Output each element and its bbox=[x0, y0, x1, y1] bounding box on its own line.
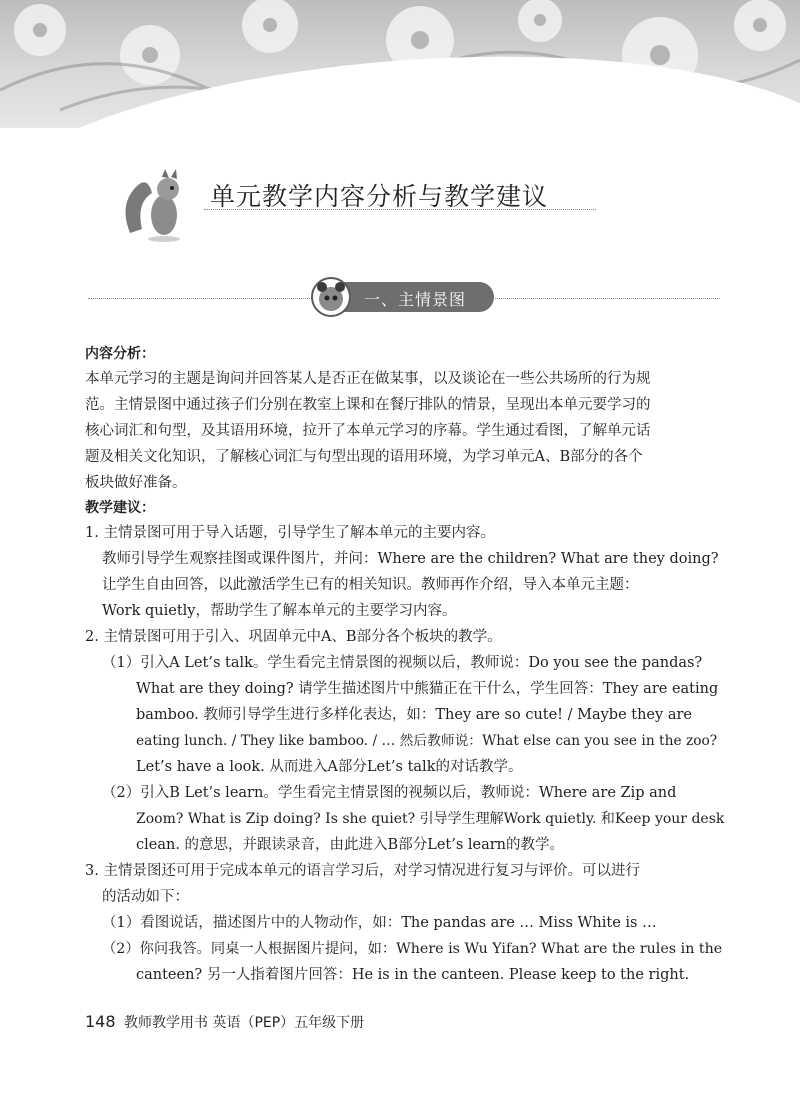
analysis-line: 范。主情景图中通过孩子们分别在教室上课和在餐厅排队的情景，呈现出本单元要学习的 bbox=[85, 397, 651, 413]
analysis-line: 板块做好准备。 bbox=[85, 475, 187, 491]
suggestion-line: （2）引入B Let’s learn。学生看完主情景图的视频以后，教师说：Where are Zip and bbox=[102, 785, 677, 801]
suggestion-line: 让学生自由回答，以此激活学生已有的相关知识。教师再作介绍，导入本单元主题： bbox=[102, 577, 639, 593]
suggestion-line: eating lunch. / They like bamboo. / … 然后教师说：What else can you see in the zoo? bbox=[136, 733, 718, 749]
analysis-heading: 内容分析： bbox=[85, 346, 155, 362]
page-number: 148 bbox=[85, 1012, 116, 1031]
suggestion-line: 3. 主情景图还可用于完成本单元的语言学习后，对学习情况进行复习与评价。可以进行 bbox=[85, 863, 640, 879]
page-footer bbox=[85, 1012, 364, 1032]
suggestion-line: 2. 主情景图可用于引入、巩固单元中A、B部分各个板块的教学。 bbox=[85, 629, 502, 645]
title-block bbox=[118, 163, 598, 243]
book-title: 教师教学用书 英语（PEP）五年级下册 bbox=[124, 1015, 365, 1031]
title-underline bbox=[204, 209, 596, 210]
analysis-line: 本单元学习的主题是询问并回答某人是否正在做某事，以及谈论在一些公共场所的行为规 bbox=[85, 371, 651, 387]
suggestion-line: （1）引入A Let’s talk。学生看完主情景图的视频以后，教师说：Do you see the pandas? bbox=[102, 655, 703, 671]
analysis-line: 题及相关文化知识，了解核心词汇与句型出现的语用环境，为学习单元A、B部分的各个 bbox=[85, 449, 643, 465]
suggestion-line: What are they doing? 请学生描述图片中熊猫正在干什么，学生回答：They are eating bbox=[136, 681, 719, 697]
suggestion-line: Work quietly，帮助学生了解本单元的主要学习内容。 bbox=[102, 603, 457, 619]
suggestion-line: Let’s have a look. 从而进入A部分Let’s talk的对话教学。 bbox=[136, 759, 523, 775]
suggestion-line: 1. 主情景图可用于导入话题，引导学生了解本单元的主要内容。 bbox=[85, 525, 495, 541]
suggestion-heading: 教学建议： bbox=[85, 500, 155, 516]
suggestion-line: （1）看图说话，描述图片中的人物动作，如：The pandas are … Miss White is … bbox=[102, 915, 657, 931]
analysis-line: 核心词汇和句型，及其语用环境，拉开了本单元学习的序幕。学生通过看图，了解单元话 bbox=[85, 423, 651, 439]
suggestion-line: bamboo. 教师引导学生进行多样化表达，如：They are so cute! / Maybe they are bbox=[136, 707, 692, 723]
page-title: 单元教学内容分析与教学建议 bbox=[210, 182, 549, 211]
suggestion-line: canteen? 另一人指着图片回答：He is in the canteen. Please keep to the right. bbox=[136, 967, 690, 983]
suggestion-line: clean. 的意思，并跟读录音，由此进入B部分Let’s learn的教学。 bbox=[136, 837, 565, 853]
suggestion-line: （2）你问我答。同桌一人根据图片提问，如：Where is Wu Yifan? What are the rules in the bbox=[102, 941, 723, 957]
suggestion-line: 教师引导学生观察挂图或课件图片，并问：Where are the children? What are they doing? bbox=[102, 551, 719, 567]
section-heading: 一、主情景图 bbox=[364, 290, 467, 309]
suggestion-line: Zoom? What is Zip doing? Is she quiet? 引导学生理解Work quietly. 和Keep your desk bbox=[136, 811, 725, 827]
suggestion-line: 的活动如下： bbox=[102, 889, 189, 905]
floral-banner bbox=[0, 0, 800, 128]
panda-icon bbox=[308, 276, 354, 318]
squirrel-icon bbox=[118, 163, 192, 243]
